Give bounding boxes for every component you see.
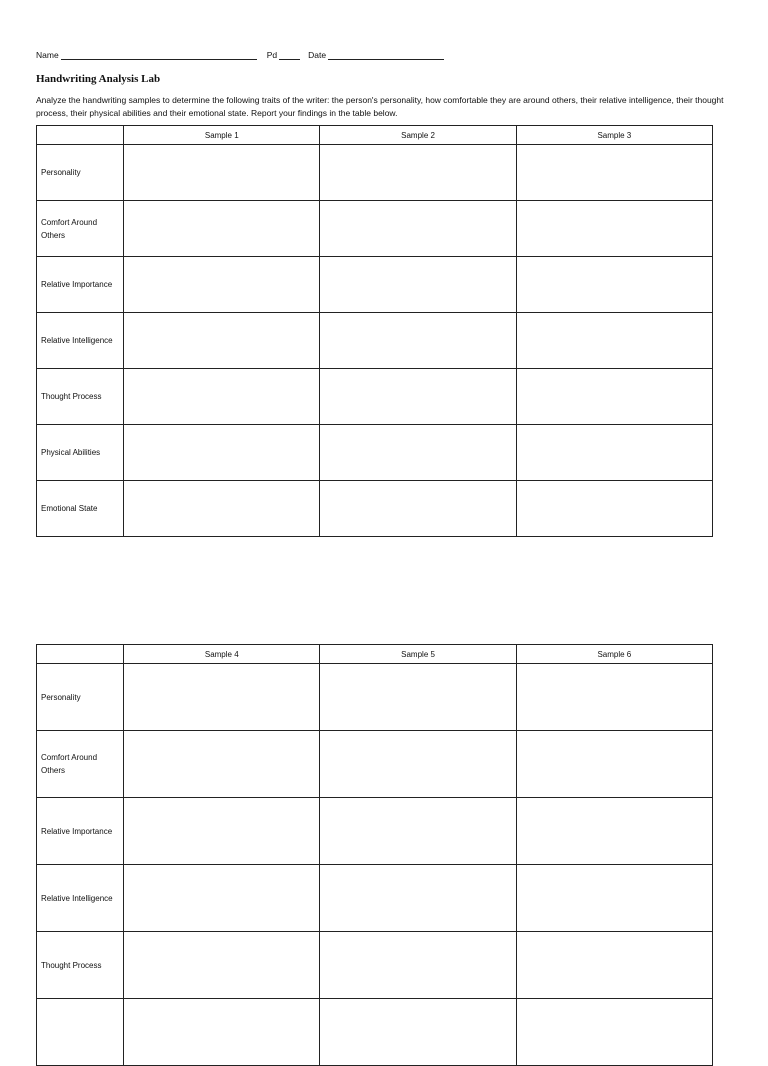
answer-cell[interactable] xyxy=(320,731,516,798)
row-label: Comfort Around Others xyxy=(37,731,124,798)
column-header: Sample 5 xyxy=(320,645,516,664)
answer-cell[interactable] xyxy=(516,145,712,201)
name-label: Name xyxy=(36,50,59,60)
table-row xyxy=(37,425,713,481)
table-row xyxy=(37,932,713,999)
table-row xyxy=(37,313,713,369)
answer-cell[interactable] xyxy=(516,865,712,932)
answer-cell[interactable] xyxy=(124,731,320,798)
corner-cell xyxy=(37,645,124,664)
column-header: Sample 4 xyxy=(124,645,320,664)
answer-cell[interactable] xyxy=(124,257,320,313)
row-label: Personality xyxy=(37,664,124,731)
answer-cell[interactable] xyxy=(320,865,516,932)
row-label xyxy=(37,999,124,1066)
answer-cell[interactable] xyxy=(516,481,712,537)
answer-cell[interactable] xyxy=(320,257,516,313)
answer-cell[interactable] xyxy=(124,865,320,932)
answer-cell[interactable] xyxy=(516,798,712,865)
table-row xyxy=(37,481,713,537)
row-label: Emotional State xyxy=(37,481,124,537)
pd-blank[interactable] xyxy=(279,50,300,60)
table-row xyxy=(37,201,713,257)
answer-cell[interactable] xyxy=(320,313,516,369)
column-header: Sample 6 xyxy=(516,645,712,664)
answer-cell[interactable] xyxy=(516,999,712,1066)
answer-cell[interactable] xyxy=(124,798,320,865)
answer-cell[interactable] xyxy=(320,664,516,731)
column-header: Sample 2 xyxy=(320,126,516,145)
answer-cell[interactable] xyxy=(516,932,712,999)
table-row xyxy=(37,145,713,201)
answer-cell[interactable] xyxy=(516,731,712,798)
date-label: Date xyxy=(308,50,327,60)
answer-cell[interactable] xyxy=(516,664,712,731)
answer-cell[interactable] xyxy=(516,257,712,313)
answer-cell[interactable] xyxy=(124,999,320,1066)
answer-cell[interactable] xyxy=(320,798,516,865)
answer-cell[interactable] xyxy=(124,313,320,369)
table-row xyxy=(37,865,713,932)
row-label: Relative Intelligence xyxy=(37,865,124,932)
answer-cell[interactable] xyxy=(124,664,320,731)
answer-cell[interactable] xyxy=(320,201,516,257)
table-header-row xyxy=(37,126,713,145)
answer-cell[interactable] xyxy=(516,201,712,257)
answer-cell[interactable] xyxy=(320,145,516,201)
row-label: Comfort Around Others xyxy=(37,201,124,257)
answer-cell[interactable] xyxy=(124,145,320,201)
answer-cell[interactable] xyxy=(320,932,516,999)
answer-cell[interactable] xyxy=(516,425,712,481)
answer-cell[interactable] xyxy=(320,481,516,537)
table-row xyxy=(37,798,713,865)
answer-cell[interactable] xyxy=(320,999,516,1066)
student-info-line xyxy=(36,50,444,60)
table-row xyxy=(37,257,713,313)
answer-cell[interactable] xyxy=(124,201,320,257)
row-label: Relative Importance xyxy=(37,257,124,313)
date-blank[interactable] xyxy=(328,50,444,60)
row-label: Relative Importance xyxy=(37,798,124,865)
answer-cell[interactable] xyxy=(124,932,320,999)
answer-cell[interactable] xyxy=(516,313,712,369)
pd-label: Pd xyxy=(266,50,278,60)
table-header-row xyxy=(37,645,713,664)
answer-cell[interactable] xyxy=(320,369,516,425)
table-row xyxy=(37,369,713,425)
answer-cell[interactable] xyxy=(516,369,712,425)
row-label: Physical Abilities xyxy=(37,425,124,481)
answer-cell[interactable] xyxy=(124,425,320,481)
table-row xyxy=(37,664,713,731)
analysis-table-1 xyxy=(36,125,713,537)
row-label: Relative Intelligence xyxy=(37,313,124,369)
instructions-text: Analyze the handwriting samples to determine the following traits of the writer: the person's personality, how comfortable they are around others, their relative intelligence, their thought process, their physical abilities and their emotional state. Report your findings in the table below. xyxy=(36,95,724,118)
row-label: Thought Process xyxy=(37,369,124,425)
answer-cell[interactable] xyxy=(124,369,320,425)
column-header: Sample 3 xyxy=(516,126,712,145)
page-title: Handwriting Analysis Lab xyxy=(36,73,161,85)
row-label: Personality xyxy=(37,145,124,201)
column-header: Sample 1 xyxy=(124,126,320,145)
answer-cell[interactable] xyxy=(320,425,516,481)
corner-cell xyxy=(37,126,124,145)
analysis-table-2 xyxy=(36,644,713,1066)
name-blank[interactable] xyxy=(61,50,257,60)
table-row xyxy=(37,999,713,1066)
answer-cell[interactable] xyxy=(124,481,320,537)
row-label: Thought Process xyxy=(37,932,124,999)
table-row xyxy=(37,731,713,798)
